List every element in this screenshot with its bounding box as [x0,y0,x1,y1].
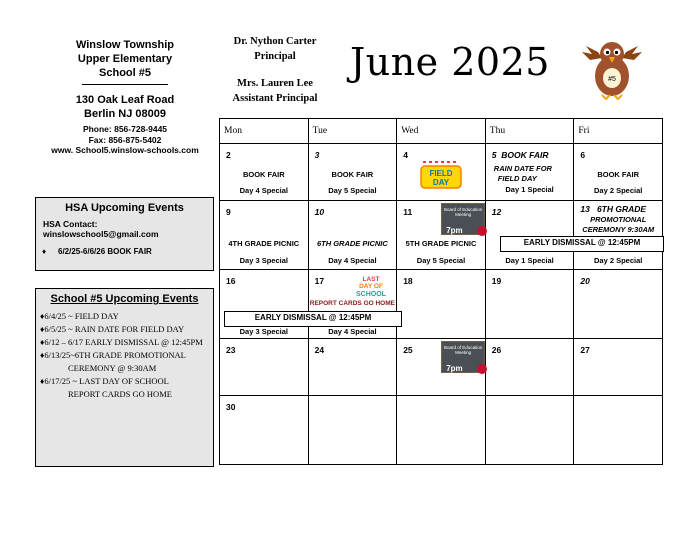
day-number: 18 [403,276,413,286]
day-number: 5 BOOK FAIR [491,150,549,160]
special-day: Day 1 Special [505,256,554,265]
field-day-icon [417,156,465,192]
school-line-3: School #5 [99,67,151,79]
day-number: 30 [226,402,236,412]
board-meeting-icon: Board of Education Meeting 7pm [441,203,485,235]
board-meeting-time: 7pm [446,364,463,373]
day-number: 25 [403,345,413,355]
day-cell-16 [220,270,309,339]
day-cell-11 [397,201,486,270]
day-number: 11 [403,207,413,217]
day-number: 24 [314,345,325,355]
board-meeting-icon: Board of Education Meeting 7pm [441,341,485,373]
school-name [40,38,210,91]
list-item: ♦6/13/25~6TH GRADE PROMOTIONAL [40,350,186,360]
weekday-tue: Tue [308,119,397,144]
svg-text:SCHOOL: SCHOOL [355,291,386,298]
list-item: ♦6/12 – 6/17 EARLY DISMISSAL @ 12:45PM [40,337,203,347]
rain-date: RAIN DATE FOR [493,164,552,173]
day-number: 9 [226,207,231,217]
day-number: 16 [226,276,236,286]
list-item: REPORT CARDS GO HOME [68,389,172,399]
hsa-event-text: 6/2/25-6/6/26 BOOK FAIR [58,247,152,256]
day-cell-12 [485,201,574,270]
day-cell-2 [220,144,309,201]
day-cell-18 [397,270,486,339]
day-number: 19 [491,276,502,286]
list-item: ♦6/5/25 ~ RAIN DATE FOR FIELD DAY [40,324,185,334]
event-picnic: 6TH GRADE PICNIC [316,239,388,248]
event-book-fair: BOOK FAIR [331,170,374,179]
day-number: 23 [226,345,236,355]
day-number: 26 [491,345,502,355]
hsa-event [42,247,213,256]
hsa-contact: HSA Contact: winslowschool5@gmail.com [43,219,159,239]
hsa-events-box [35,197,214,271]
day-cell-3 [308,144,397,201]
event-book-fair: BOOK FAIR [242,170,285,179]
principals [220,34,330,106]
school-contact [40,124,210,156]
bullet-icon: ♦ [42,247,47,256]
board-meeting-time: 7pm [446,226,463,235]
day-number: 2 [226,150,231,160]
day-number: 4 [403,150,408,160]
day-cell-20 [574,270,663,339]
divider [82,84,168,85]
rain-date-field-day: FIELD DAY [497,174,537,183]
special-day: Day 5 Special [328,186,377,195]
day-number: 10 [314,207,325,217]
day-cell-10 [308,201,397,270]
day-number: 17 [314,276,325,286]
fax: Fax: 856-875-5402 [88,134,162,145]
last-day-of-school-icon [351,274,391,298]
svg-text:DAY: DAY [433,178,450,187]
day-cell-19 [485,270,574,339]
event-picnic: 5TH GRADE PICNIC [405,239,477,248]
event-book-fair: BOOK FAIR [597,170,640,179]
early-dismissal-banner: EARLY DISMISSAL @ 12:45PM [224,311,402,327]
school-events-box [35,288,214,467]
school-events-list [40,310,213,401]
day-number: 6 [580,150,586,160]
promotional: PROMOTIONAL [590,215,647,224]
day-cell-13 [574,201,663,270]
day-cell-empty [397,396,486,465]
address-line-2: Berlin NJ 08009 [84,108,166,120]
special-day: Day 2 Special [594,186,643,195]
event-book-fair: BOOK FAIR [501,150,549,160]
special-day: Day 4 Special [328,256,377,265]
day-number: 20 [580,276,590,286]
svg-text:DAY OF: DAY OF [358,283,383,290]
day-cell-4 [397,144,486,201]
day-number: 12 [491,207,502,217]
day-cell-25 [397,339,486,396]
svg-text:LAST: LAST [362,276,380,283]
website: www. School5.winslow-schools.com [51,145,199,155]
day-number: 13 6TH GRADE [580,204,647,214]
special-day: Day 2 Special [594,256,643,265]
day-number: 3 [314,150,320,160]
school-line-1: Winslow Township [75,39,175,51]
month-title: June 2025 [350,40,550,84]
calendar [219,118,663,466]
day-cell-5 [485,144,574,201]
assistant-principal-title: Assistant Principal [232,93,318,104]
day-cell-empty [485,396,574,465]
assistant-principal-name: Mrs. Lauren Lee [237,78,313,89]
school-address [40,93,210,121]
day-cell-23 [220,339,309,396]
school-events-heading: School #5 Upcoming Events [50,293,199,305]
day-number: 27 [580,345,590,355]
special-day: Day 4 Special [239,186,288,195]
special-day: Day 3 Special [239,327,288,336]
list-item: CEREMONY @ 9:30AM [68,363,157,373]
day-cell-9 [220,201,309,270]
day-cell-27 [574,339,663,396]
phone: Phone: 856-728-9445 [82,124,168,134]
list-item: ♦6/4/25 ~ FIELD DAY [40,311,119,321]
weekday-mon: Mon [220,119,309,144]
day-cell-17 [308,270,397,339]
special-day: Day 4 Special [328,327,377,336]
special-day: Day 5 Special [416,256,466,265]
day-cell-6 [574,144,663,201]
weekday-wed: Wed [397,119,486,144]
mascot-badge: #5 [608,76,616,83]
weekday-thu: Thu [485,119,574,144]
weekday-fri: Fri [574,119,663,144]
principal-title: Principal [254,51,296,62]
event-picnic: 4TH GRADE PICNIC [228,239,300,248]
special-day: Day 1 Special [505,185,554,194]
hsa-heading: HSA Upcoming Events [65,202,184,214]
day-cell-30 [220,396,309,465]
early-dismissal-banner: EARLY DISMISSAL @ 12:45PM [500,236,664,252]
day-cell-empty [308,396,397,465]
day-cell-empty [574,396,663,465]
school-line-2: Upper Elementary [77,53,173,65]
address-line-1: 130 Oak Leaf Road [75,94,175,106]
principal-name: Dr. Nython Carter [233,36,317,47]
special-day: Day 3 Special [239,256,288,265]
ceremony-time: CEREMONY 9:30AM [582,225,655,234]
day-cell-24 [308,339,397,396]
day-cell-26 [485,339,574,396]
list-item: ♦6/17/25 ~ LAST DAY OF SCHOOL [40,376,169,386]
eagle-mascot-icon [582,38,642,100]
report-cards-go-home: REPORT CARDS GO HOME [309,300,395,307]
svg-text:FIELD: FIELD [429,169,453,178]
